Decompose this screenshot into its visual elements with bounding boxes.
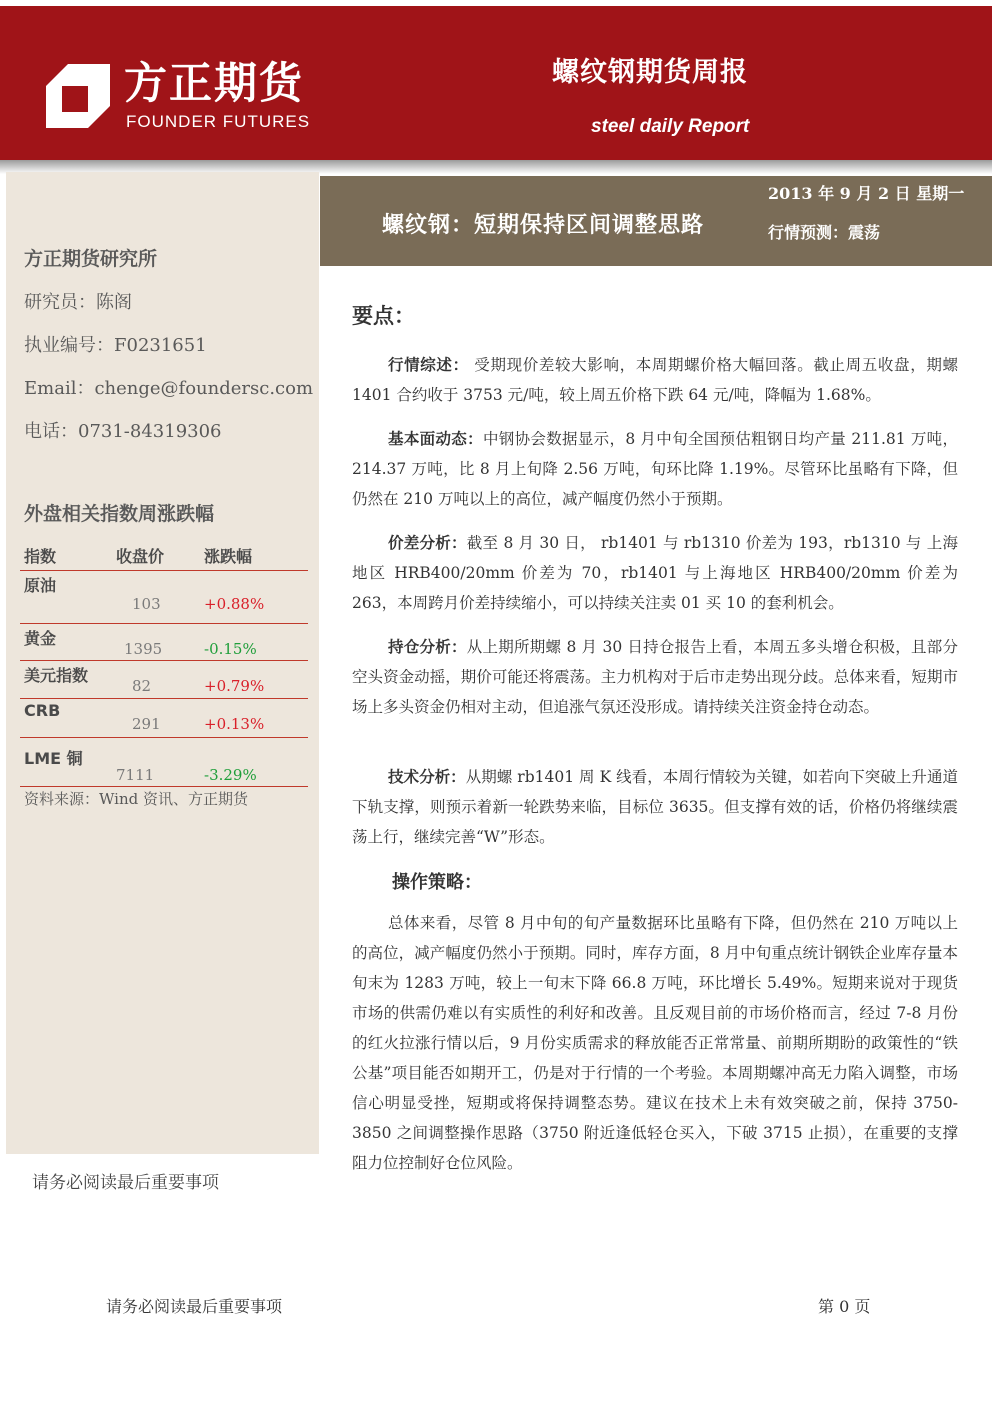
table-row [20, 738, 308, 787]
strategy-paragraph: 总体来看，尽管 8 月中旬的旬产量数据环比虽略有下降，但仍然在 210 万吨以上的高位，减产幅度仍然小于预期。同时，库存方面，8 月中旬重点统计钢铁企业库存量本旬末为 1283 万吨，较上一旬末下降 66.8 万吨，环比增长 5.49%。短期来说对于现货市场的供需仍难以有实质性的利好和改善。且反观目前的市场价格而言，经过 7-8 月份的红火拉涨行情以后，9 月份实质需求的释放能否正常常量、前期所期盼的政策性的“铁公基”项目能否如期开工，仍是对于行情的一个考验。本周期螺冲高无力陷入调整，市场信心明显受挫，短期或将保持调整态势。建议在技术上未有效突破之前，保持 3750-3850 之间调整操作思路（3750 附近逢低轻仓买入，下破 3715 止损），在重要的支撑阻力位控制好仓位风险。 [352, 914, 958, 1172]
paragraph-text: 中钢协会数据显示，8 月中旬全国预估粗钢日均产量 211.81 万吨，214.37 万吨，比 8 月上旬降 2.56 万吨，旬环比降 1.19%。尽管环比虽略有下降，但仍然在 210 万吨以上的高位，减产幅度仍然小于预期。 [352, 430, 958, 508]
researcher: 研究员：陈阁 [24, 292, 132, 313]
paragraph-label: 行情综述： [388, 356, 469, 374]
row-change: +0.13% [204, 715, 265, 733]
row-change: +0.79% [204, 677, 265, 695]
header-index: 指数 [24, 547, 57, 566]
sidebar-disclaimer-note: 请务必阅读最后重要事项 [32, 1173, 219, 1193]
page-number: 第 0 页 [818, 1297, 871, 1316]
row-close: 1395 [124, 640, 163, 658]
row-close: 103 [132, 595, 161, 613]
report-title: 螺纹钢期货周报 [552, 57, 748, 88]
row-close: 82 [132, 677, 152, 695]
footer-disclaimer: 请务必阅读最后重要事项 [106, 1297, 283, 1316]
row-name: 原油 [24, 576, 57, 595]
report-subtitle: steel daily Report [591, 116, 750, 137]
sidebar [6, 172, 319, 1154]
table-row [20, 571, 308, 624]
row-change: -3.29% [204, 766, 257, 784]
table-row [20, 661, 308, 699]
table-header [20, 542, 308, 571]
row-name: LME 铜 [24, 749, 83, 768]
row-name: 美元指数 [24, 666, 89, 685]
license-number: 执业编号：F0231651 [24, 335, 207, 356]
paragraph-label: 基本面动态： [388, 430, 483, 448]
article-title: 螺纹钢：短期保持区间调整思路 [382, 213, 705, 238]
strategy-heading: 操作策略： [392, 872, 482, 893]
phone: 电话：0731-84319306 [24, 421, 222, 442]
row-change: +0.88% [204, 595, 265, 613]
report-header [0, 6, 992, 160]
paragraph-label: 技术分析： [388, 768, 466, 786]
paragraph-technical-analysis [352, 762, 958, 852]
header-change: 涨跌幅 [204, 547, 253, 566]
paragraph-market-summary [352, 350, 958, 410]
row-name: CRB [24, 701, 61, 720]
paragraph-label: 价差分析： [388, 534, 467, 552]
founder-logo-icon [46, 64, 110, 128]
keypoints-heading: 要点： [352, 304, 415, 328]
logo-text-en: FOUNDER FUTURES [126, 112, 311, 131]
paragraph-text: 受期现价差较大影响，本周期螺价格大幅回落。截止周五收盘，期螺 1401 合约收于 3753 元/吨，较上周五价格下跌 64 元/吨，降幅为 1.68%。 [352, 356, 958, 404]
index-table [20, 542, 308, 787]
paragraph-spread-analysis [352, 528, 958, 618]
paragraph-text: 从上期所期螺 8 月 30 日持仓报告上看，本周五多头增仓积极，且部分空头资金动摇，期价可能还将震荡。主力机构对于后市走势出现分歧。总体来看，短期市场上多头资金仍相对主动，但追涨气氛还没形成。请持续关注资金持仓动态。 [352, 638, 958, 716]
title-band [320, 176, 992, 266]
row-name: 黄金 [24, 629, 57, 648]
paragraph-text: 截至 8 月 30 日， rb1401 与 rb1310 价差为 193，rb1310 与 上海地区 HRB400/20mm 价差为 70，rb1401 与上海地区 HRB400/20mm 价差为 263，本周跨月价差持续缩小，可以持续关注卖 01 买 10 的套利机会。 [352, 534, 958, 612]
paragraph-position-analysis [352, 632, 958, 722]
market-forecast: 行情预测：震荡 [768, 223, 881, 242]
table-row [20, 624, 308, 661]
report-date: 2013 年 9 月 2 日 星期一 [768, 184, 965, 203]
data-source: 资料来源：Wind 资讯、方正期货 [24, 790, 248, 808]
logo-text-cn: 方正期货 [124, 59, 304, 109]
table-row [20, 699, 308, 738]
paragraph-label: 持仓分析： [388, 638, 467, 656]
row-close: 291 [132, 715, 161, 733]
paragraph-text: 从期螺 rb1401 周 K 线看，本周行情较为关键，如若向下突破上升通道下轨支撑，则预示着新一轮跌势来临，目标位 3635。但支撑有效的话，价格仍将继续震荡上行，继续完善“W”形态。 [352, 768, 958, 846]
header-close: 收盘价 [116, 547, 165, 566]
email: Email：chenge@foundersc.com [24, 378, 314, 399]
research-institute: 方正期货研究所 [24, 248, 158, 270]
index-section-title: 外盘相关指数周涨跌幅 [24, 503, 215, 525]
row-close: 7111 [116, 766, 155, 784]
paragraph-fundamentals [352, 424, 958, 514]
row-change: -0.15% [204, 640, 257, 658]
